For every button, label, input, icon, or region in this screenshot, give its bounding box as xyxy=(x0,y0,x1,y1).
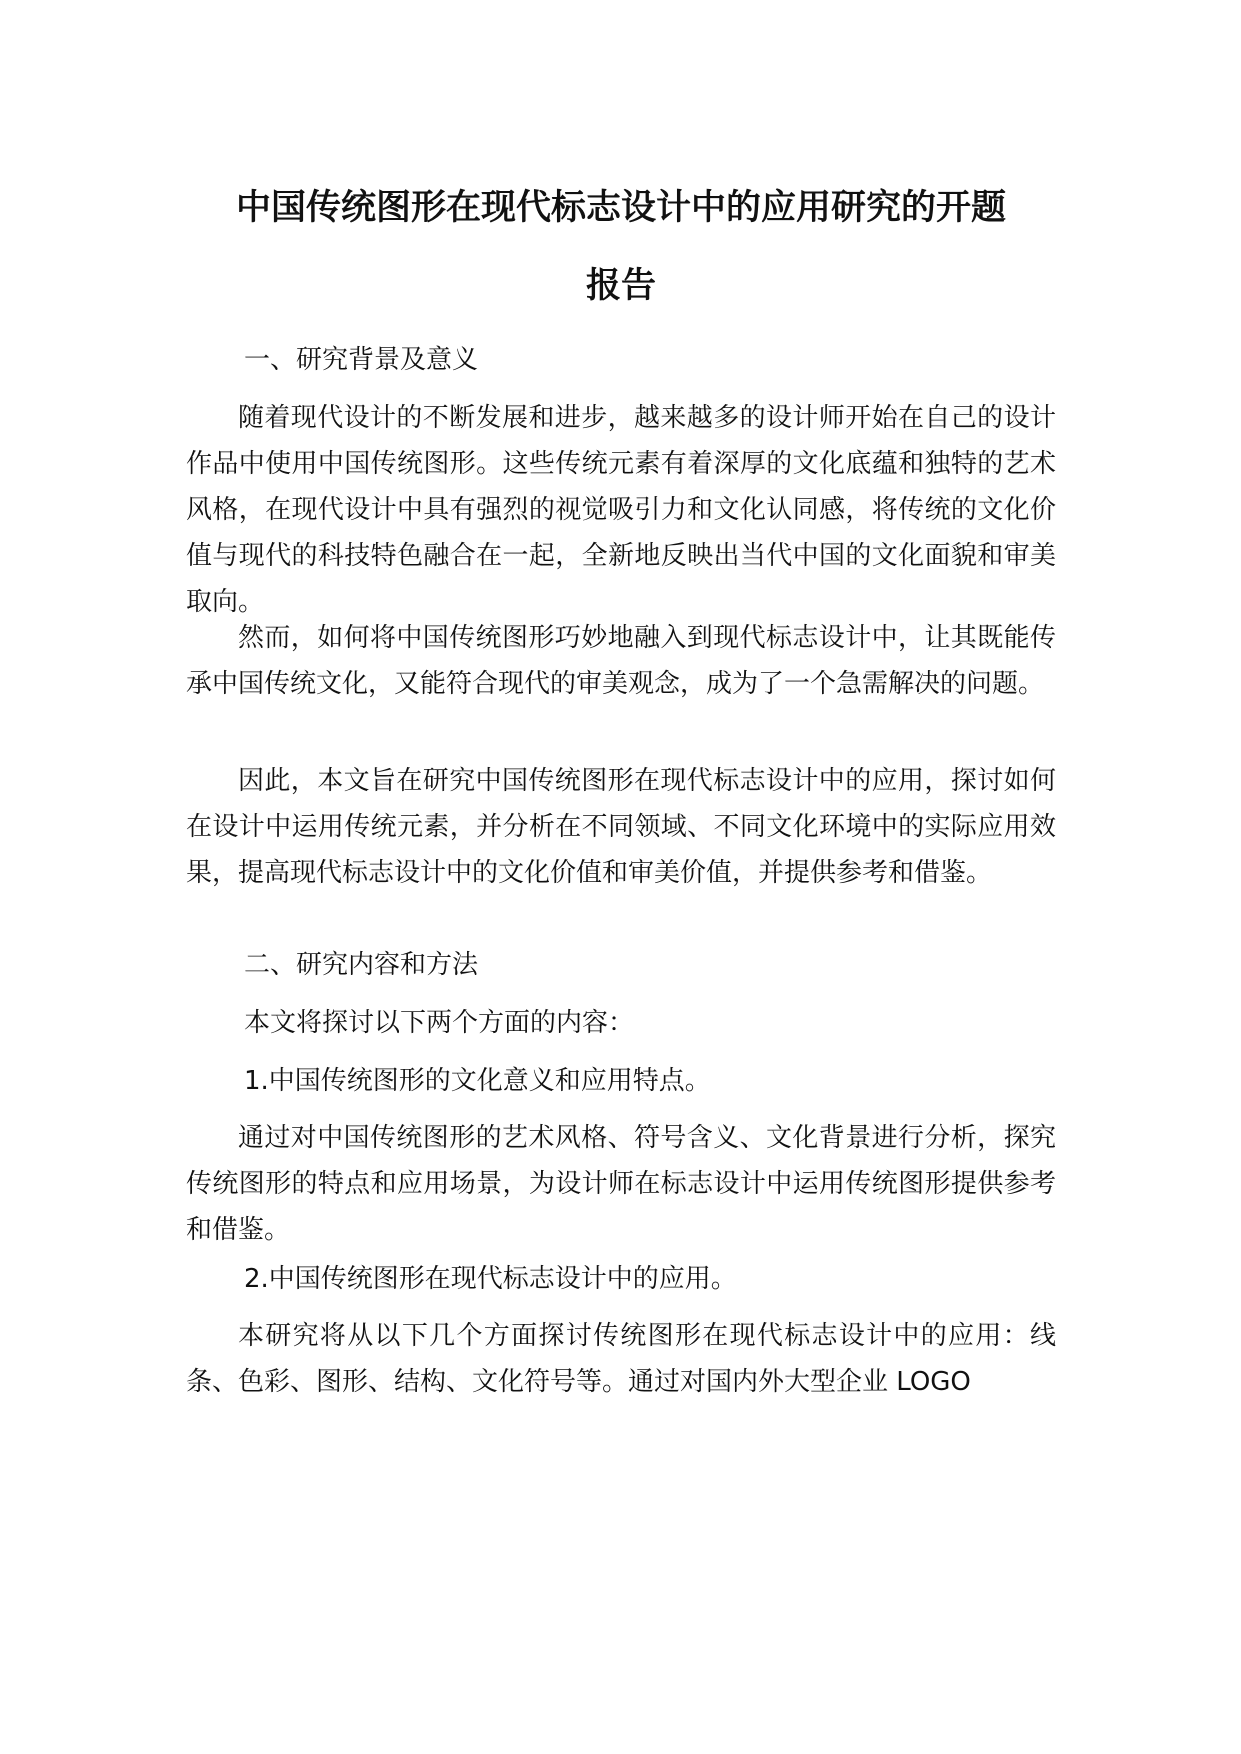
paragraph-3 xyxy=(186,758,1056,896)
section-1-heading: 一、研究背景及意义 xyxy=(244,345,479,375)
document-title-line-2: 报告 xyxy=(585,266,656,306)
paragraph-5 xyxy=(186,1115,1056,1253)
paragraph-1 xyxy=(186,395,1056,625)
paragraph-6-text: 本研究将从以下几个方面探讨传统图形在现代标志设计中的应用：线条、色彩、图形、结构、文化符号等。通过对国内外大型企业 LOGO xyxy=(186,1321,1056,1397)
section-2-heading: 二、研究内容和方法 xyxy=(244,950,479,980)
item-2-heading: 2.中国传统图形在现代标志设计中的应用。 xyxy=(244,1264,737,1294)
document-title-line-1: 中国传统图形在现代标志设计中的应用研究的开题 xyxy=(235,188,1006,228)
paragraph-5-text: 通过对中国传统图形的艺术风格、符号含义、文化背景进行分析，探究传统图形的特点和应用场景，为设计师在标志设计中运用传统图形提供参考和借鉴。 xyxy=(186,1123,1056,1245)
item-1-heading: 1.中国传统图形的文化意义和应用特点。 xyxy=(244,1066,711,1096)
paragraph-2 xyxy=(186,615,1056,707)
paragraph-4-text: 本文将探讨以下两个方面的内容： xyxy=(244,1008,635,1038)
paragraph-2-text: 然而，如何将中国传统图形巧妙地融入到现代标志设计中，让其既能传承中国传统文化，又能符合现代的审美观念，成为了一个急需解决的问题。 xyxy=(186,623,1056,699)
paragraph-1-text: 随着现代设计的不断发展和进步，越来越多的设计师开始在自己的设计作品中使用中国传统图形。这些传统元素有着深厚的文化底蕴和独特的艺术风格，在现代设计中具有强烈的视觉吸引力和文化认同感，将传统的文化价值与现代的科技特色融合在一起，全新地反映出当代中国的文化面貌和审美取向。 xyxy=(186,403,1056,617)
paragraph-6 xyxy=(186,1313,1056,1405)
paragraph-3-text: 因此，本文旨在研究中国传统图形在现代标志设计中的应用，探讨如何在设计中运用传统元素，并分析在不同领域、不同文化环境中的实际应用效果，提高现代标志设计中的文化价值和审美价值，并提供参考和借鉴。 xyxy=(186,766,1056,888)
